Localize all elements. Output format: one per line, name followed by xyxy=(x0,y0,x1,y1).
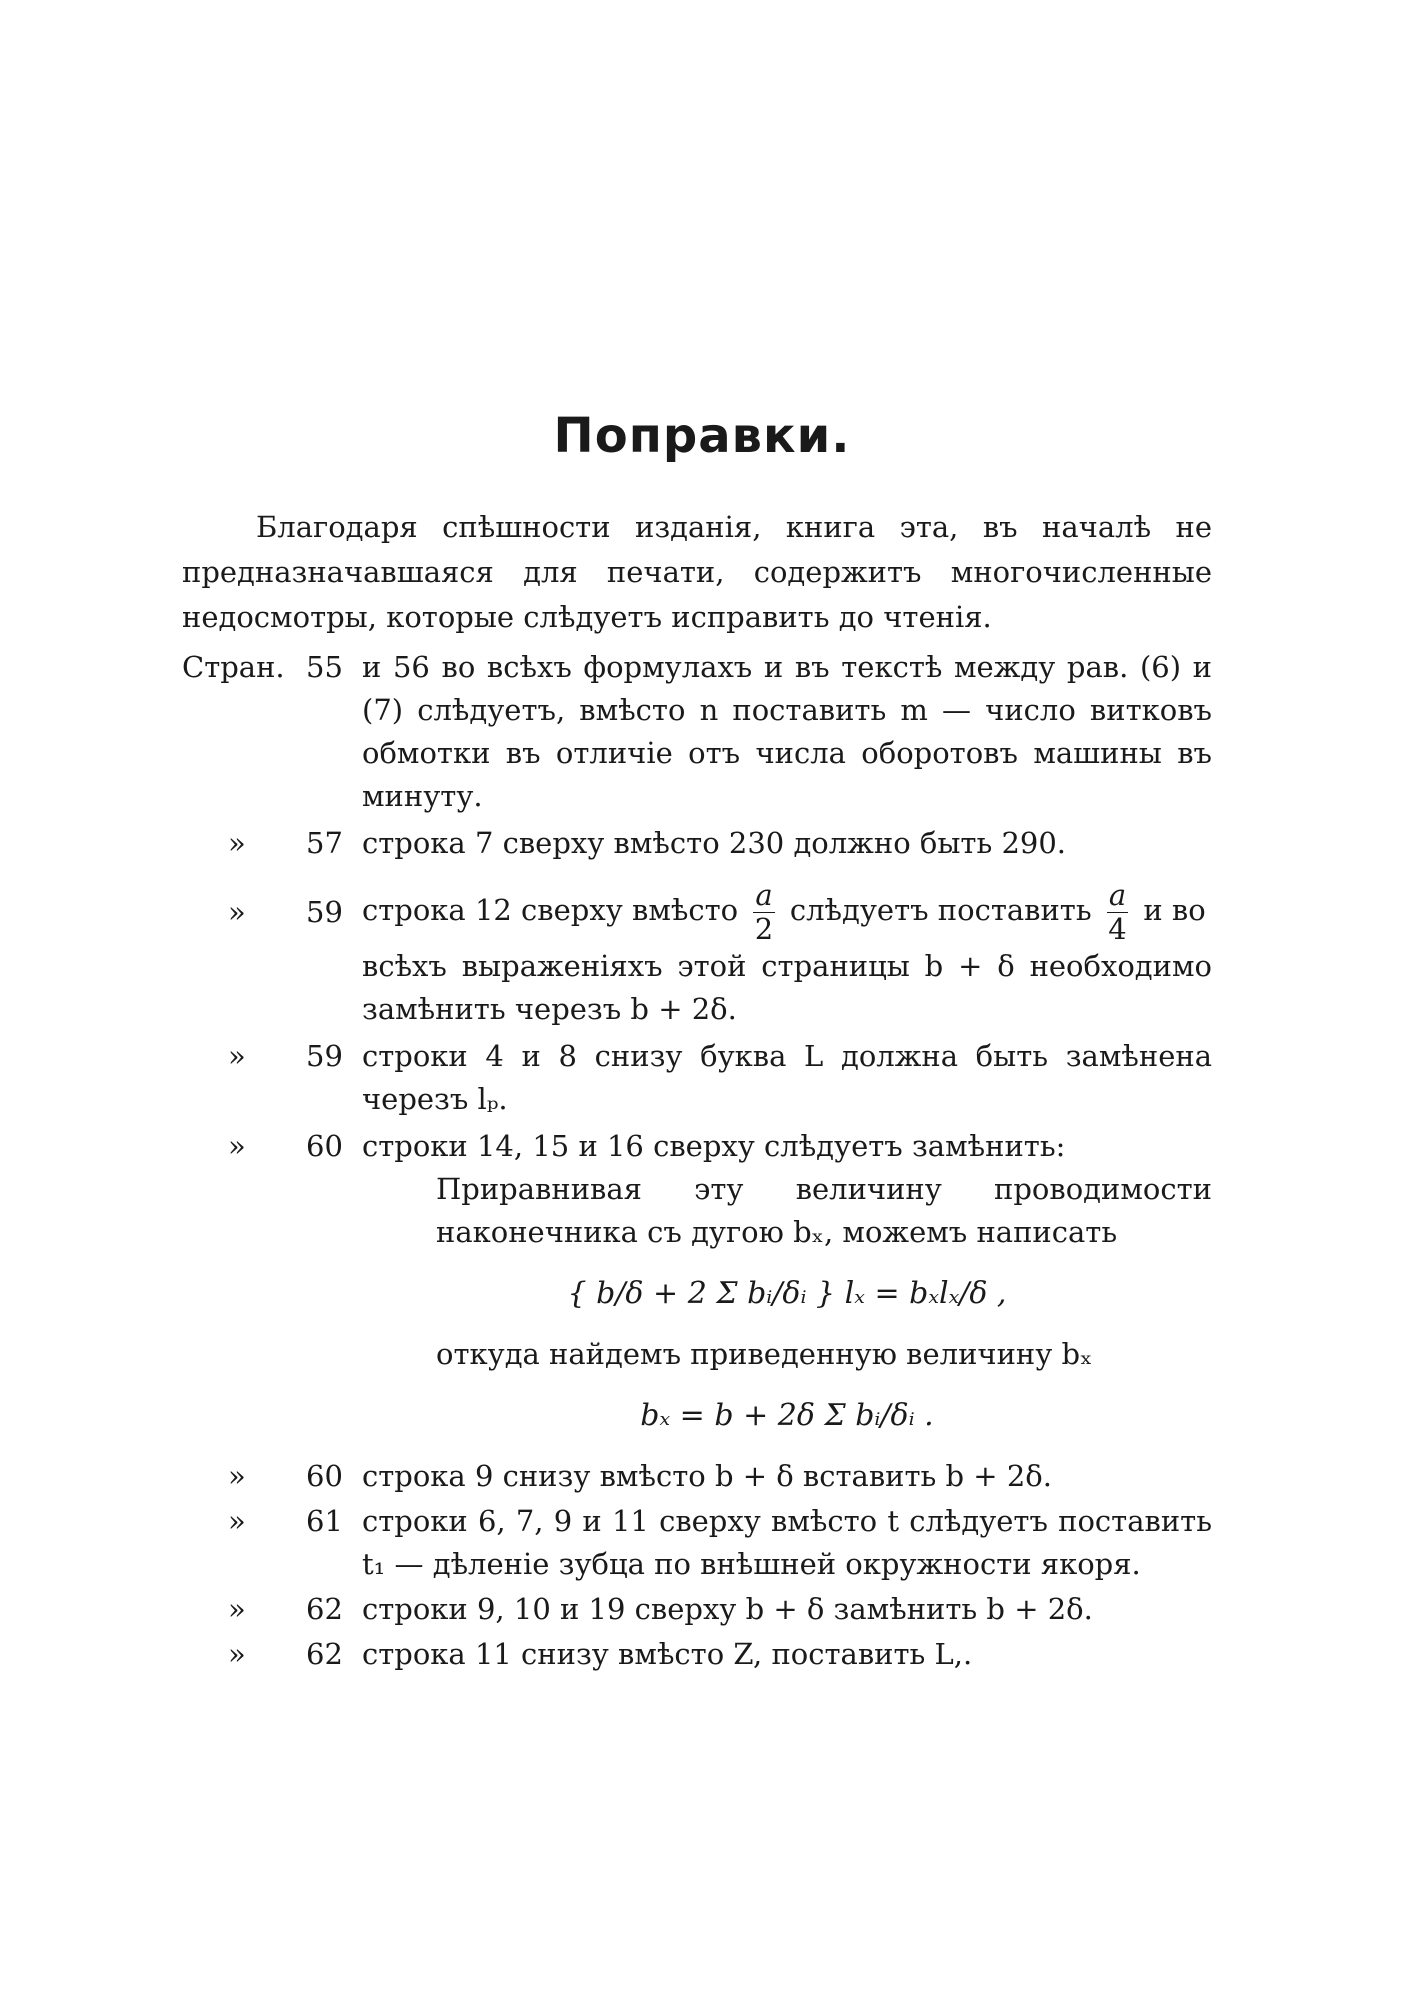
entry-page: 62 xyxy=(306,1637,343,1671)
entry-text: строки 6, 7, 9 и 11 сверху вмѣсто t слѣдуетъ поставить t₁ — дѣленіе зубца по внѣшней окружности якоря. xyxy=(362,1504,1212,1581)
entry-text-b: слѣдуетъ поставить xyxy=(789,893,1092,927)
correction-entry xyxy=(182,646,1212,818)
entry-mark: » xyxy=(228,1459,246,1493)
entry-mark: » xyxy=(228,1592,246,1626)
fraction-denominator: 2 xyxy=(754,911,774,946)
entry-mark: Стран. xyxy=(182,650,285,684)
entry-continuation: всѣхъ выраженіяхъ этой страницы b + δ необходимо замѣнить черезъ b + 2δ. xyxy=(362,949,1212,1026)
formula-conductance: { b/δ + 2 Σ bᵢ/δᵢ } lₓ = bₓlₓ/δ , xyxy=(567,1276,1007,1311)
entry-text: и 56 во всѣхъ формулахъ и въ текстѣ между рав. (6) и (7) слѣдуетъ, вмѣсто n поставить m — число витковъ обмотки въ отличіе отъ числа оборотовъ машины въ минуту. xyxy=(362,650,1212,813)
correction-entry xyxy=(182,1588,1212,1631)
entry-mark: » xyxy=(228,1039,246,1073)
entry-page: 60 xyxy=(306,1459,343,1493)
fraction-a-over-2 xyxy=(753,877,774,946)
correction-entry xyxy=(182,1125,1212,1437)
entry-mark: » xyxy=(228,1129,246,1163)
replacement-followup: откуда найдемъ приведенную величину bₓ xyxy=(436,1337,1093,1371)
entry-page: 55 xyxy=(306,650,343,684)
entry-text: строки 14, 15 и 16 сверху слѣдуетъ замѣнить: xyxy=(362,1129,1066,1163)
entry-mark: » xyxy=(228,1637,246,1671)
entry-page: 60 xyxy=(306,1129,343,1163)
entry-text xyxy=(362,875,1212,945)
entry-text: строка 11 снизу вмѣсто Z, поставить L,. xyxy=(362,1637,973,1671)
formula-reduced-width: bₓ = b + 2δ Σ bᵢ/δᵢ . xyxy=(640,1398,934,1433)
corrections-list xyxy=(182,646,1212,1676)
entry-page: 62 xyxy=(306,1592,343,1626)
entry-text: строки 9, 10 и 19 сверху b + δ замѣнить b + 2δ. xyxy=(362,1592,1093,1626)
correction-entry xyxy=(182,875,1212,1031)
entry-text-a: строка 12 сверху вмѣсто xyxy=(362,893,739,927)
fraction-numerator: a xyxy=(1108,877,1127,912)
fraction-denominator: 4 xyxy=(1108,911,1127,946)
fraction-a-over-4 xyxy=(1107,877,1128,946)
correction-entry xyxy=(182,1500,1212,1586)
entry-mark: » xyxy=(228,895,246,929)
correction-entry xyxy=(182,1035,1212,1121)
entry-text-c: и во xyxy=(1143,893,1206,927)
correction-entry xyxy=(182,1455,1212,1498)
entry-page: 59 xyxy=(306,895,343,929)
page-title: Поправки. xyxy=(553,408,851,464)
entry-page: 57 xyxy=(306,826,343,860)
intro-paragraph: Благодаря спѣшности изданія, книга эта, въ началѣ не предназначавшаяся для печати, содержитъ многочисленные недосмотры, которые слѣдуетъ исправить до чтенія. xyxy=(182,510,1212,634)
entry-page: 61 xyxy=(306,1504,343,1538)
entry-page: 59 xyxy=(306,1039,343,1073)
entry-text: строка 9 снизу вмѣсто b + δ вставить b + 2δ. xyxy=(362,1459,1052,1493)
correction-entry xyxy=(182,1633,1212,1676)
entry-text: строка 7 сверху вмѣсто 230 должно быть 290. xyxy=(362,826,1067,860)
fraction-numerator: a xyxy=(755,877,773,912)
correction-entry xyxy=(182,822,1212,865)
entry-mark: » xyxy=(228,1504,246,1538)
replacement-text: Приравнивая эту величину проводимости наконечника съ дугою bₓ, можемъ написать xyxy=(436,1172,1212,1249)
entry-mark: » xyxy=(228,826,246,860)
entry-text: строки 4 и 8 снизу буква L должна быть замѣнена черезъ lₚ. xyxy=(362,1039,1212,1116)
